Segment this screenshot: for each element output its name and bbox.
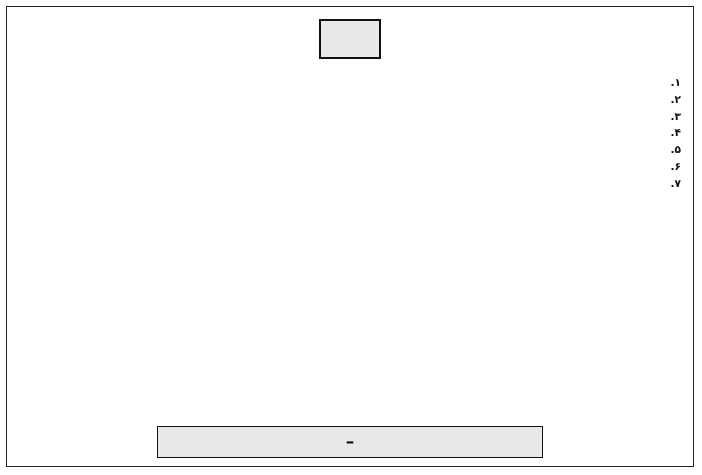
item-number: ۵. (670, 144, 681, 157)
title-box (319, 19, 381, 59)
item-number: ۶. (670, 160, 681, 173)
term-item (33, 110, 681, 126)
term-item (33, 126, 681, 142)
item-number: ۳. (670, 110, 681, 123)
item-number: ۷. (670, 177, 681, 190)
term-item (33, 177, 681, 193)
signature-separator: – (345, 432, 355, 452)
item-number: ۴. (670, 127, 681, 140)
item-number: ۱. (670, 77, 681, 89)
term-item (33, 76, 681, 92)
side-reference-code (6, 257, 27, 377)
term-item (33, 143, 681, 159)
title-area (7, 19, 693, 63)
item-number: ۲. (670, 93, 681, 106)
notice-body (33, 75, 681, 420)
term-item (33, 93, 681, 109)
auction-notice (6, 6, 694, 467)
term-item (33, 160, 681, 176)
signature-bar (157, 426, 543, 458)
